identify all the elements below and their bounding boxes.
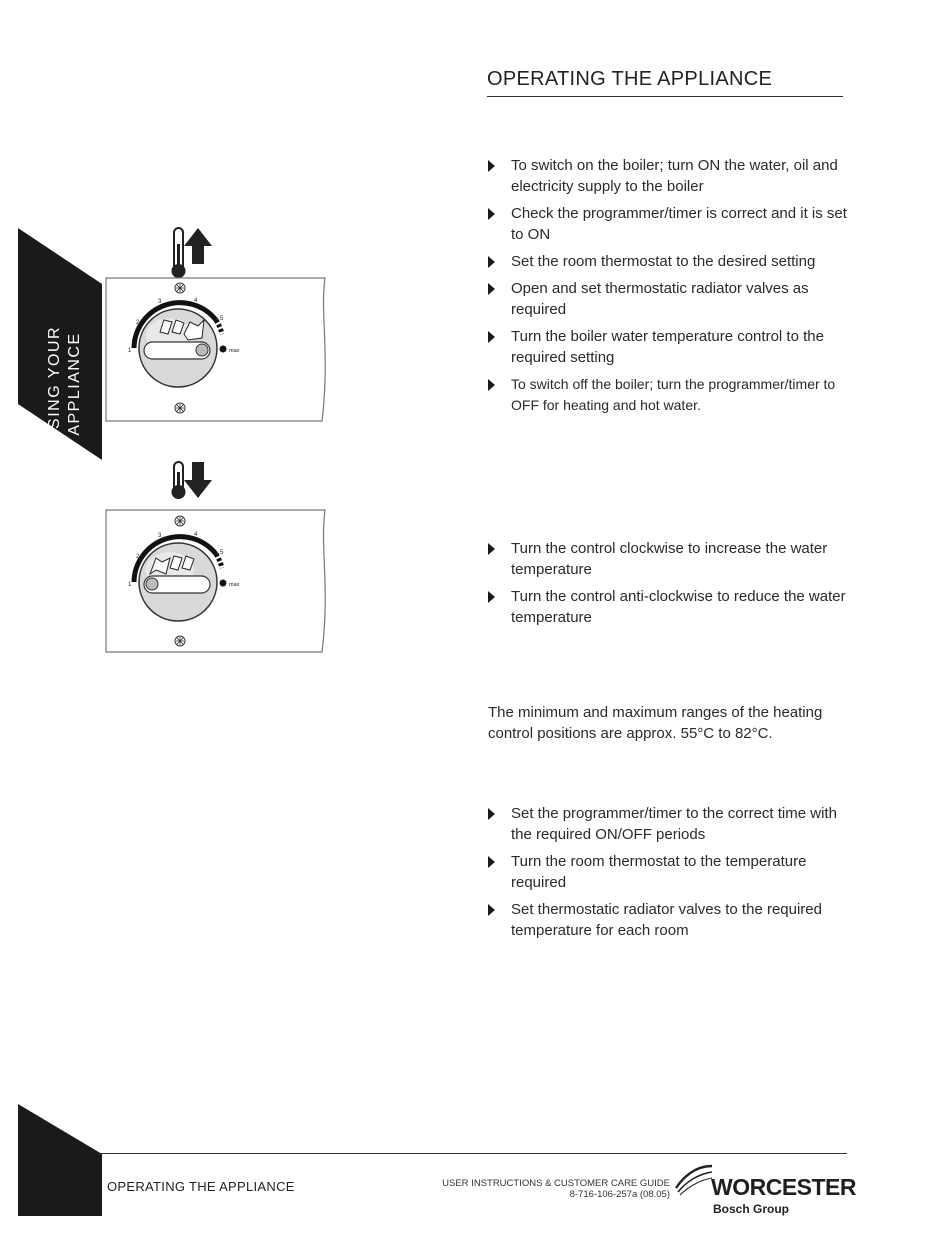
list-item [487,803,852,845]
temperature-range-note: The minimum and maximum ranges of the heating control positions are approx. 55°C to 82°C. [488,704,823,742]
scale-label: 5 [220,316,224,322]
worcester-swoosh-icon [674,1162,714,1198]
side-tab-line-1: USING YOUR [46,325,63,443]
scale-label: 2 [136,320,140,326]
screw-icon [175,636,185,646]
max-label: max [229,348,240,354]
temperature-control-list [487,538,852,634]
list-item [487,326,852,368]
list-item [487,203,852,245]
triangle-bullet-icon [488,160,495,172]
list-item-text: Set the programmer/timer to the correct time with the required ON/OFF periods [511,805,837,843]
switch-on-off-list [487,155,852,422]
list-item [487,899,852,941]
page-title: OPERATING THE APPLIANCE [487,68,773,90]
list-item-text: Set thermostatic radiator valves to the required temperature for each room [511,901,822,939]
triangle-bullet-icon [488,208,495,220]
triangle-bullet-icon [488,543,495,555]
brand-logo-text: WORCESTER [711,1174,856,1200]
heading-rule [487,96,843,97]
triangle-bullet-icon [488,256,495,268]
scale-label: 2 [136,554,140,560]
list-item-text: Turn the boiler water temperature control to the required setting [511,328,824,366]
footer-rule [100,1153,847,1154]
list-item [487,155,852,197]
screw-icon [175,403,185,413]
triangle-bullet-icon [488,379,495,391]
footer-corner-tab [18,1104,102,1216]
triangle-bullet-icon [488,283,495,295]
list-item [487,538,852,580]
control-panel-increase-diagram [104,224,330,424]
thermometer-up-arrow-icon [172,228,213,278]
list-item-text: Turn the room thermostat to the temperature required [511,853,807,891]
brand-group-text: Bosch Group [713,1202,790,1216]
list-item-text: Set the room thermostat to the desired setting [511,253,816,270]
scale-label: 4 [194,532,198,538]
list-item-text: To switch on the boiler; turn ON the water, oil and electricity supply to the boiler [511,157,838,195]
guide-reference: 8-716-106-257a (08.05) [569,1189,670,1200]
side-tab-label [18,228,102,460]
triangle-bullet-icon [488,591,495,603]
list-item-text: Open and set thermostatic radiator valves as required [511,280,809,318]
scale-label: 5 [220,550,224,556]
thermometer-down-arrow-icon [172,462,213,499]
list-item [487,586,852,628]
scale-label: 1 [128,348,132,354]
list-item [487,278,852,320]
list-item [487,251,852,272]
list-item [487,851,852,893]
max-label: max [229,582,240,588]
control-panel-decrease-diagram [104,458,330,658]
list-item [487,374,852,416]
footer-guide-info [390,1178,670,1200]
scale-label: 3 [158,299,162,305]
guide-title: USER INSTRUCTIONS & CUSTOMER CARE GUIDE [442,1178,670,1189]
list-item-text: To switch off the boiler; turn the programmer/timer to OFF for heating and hot water. [511,376,836,413]
scale-label: 1 [128,582,132,588]
settings-list [487,803,852,947]
list-item-text: Check the programmer/timer is correct and it is set to ON [511,205,847,243]
scale-label: 3 [158,533,162,539]
list-item-text: Turn the control anti-clockwise to reduce the water temperature [511,588,846,626]
scale-label: 4 [194,298,198,304]
screw-icon [175,283,185,293]
screw-icon [175,516,185,526]
triangle-bullet-icon [488,856,495,868]
triangle-bullet-icon [488,904,495,916]
side-tab-line-2: APPLIANCE [66,332,83,436]
triangle-bullet-icon [488,808,495,820]
footer-section-title: OPERATING THE APPLIANCE [107,1179,295,1194]
triangle-bullet-icon [488,331,495,343]
list-item-text: Turn the control clockwise to increase the water temperature [511,540,828,578]
